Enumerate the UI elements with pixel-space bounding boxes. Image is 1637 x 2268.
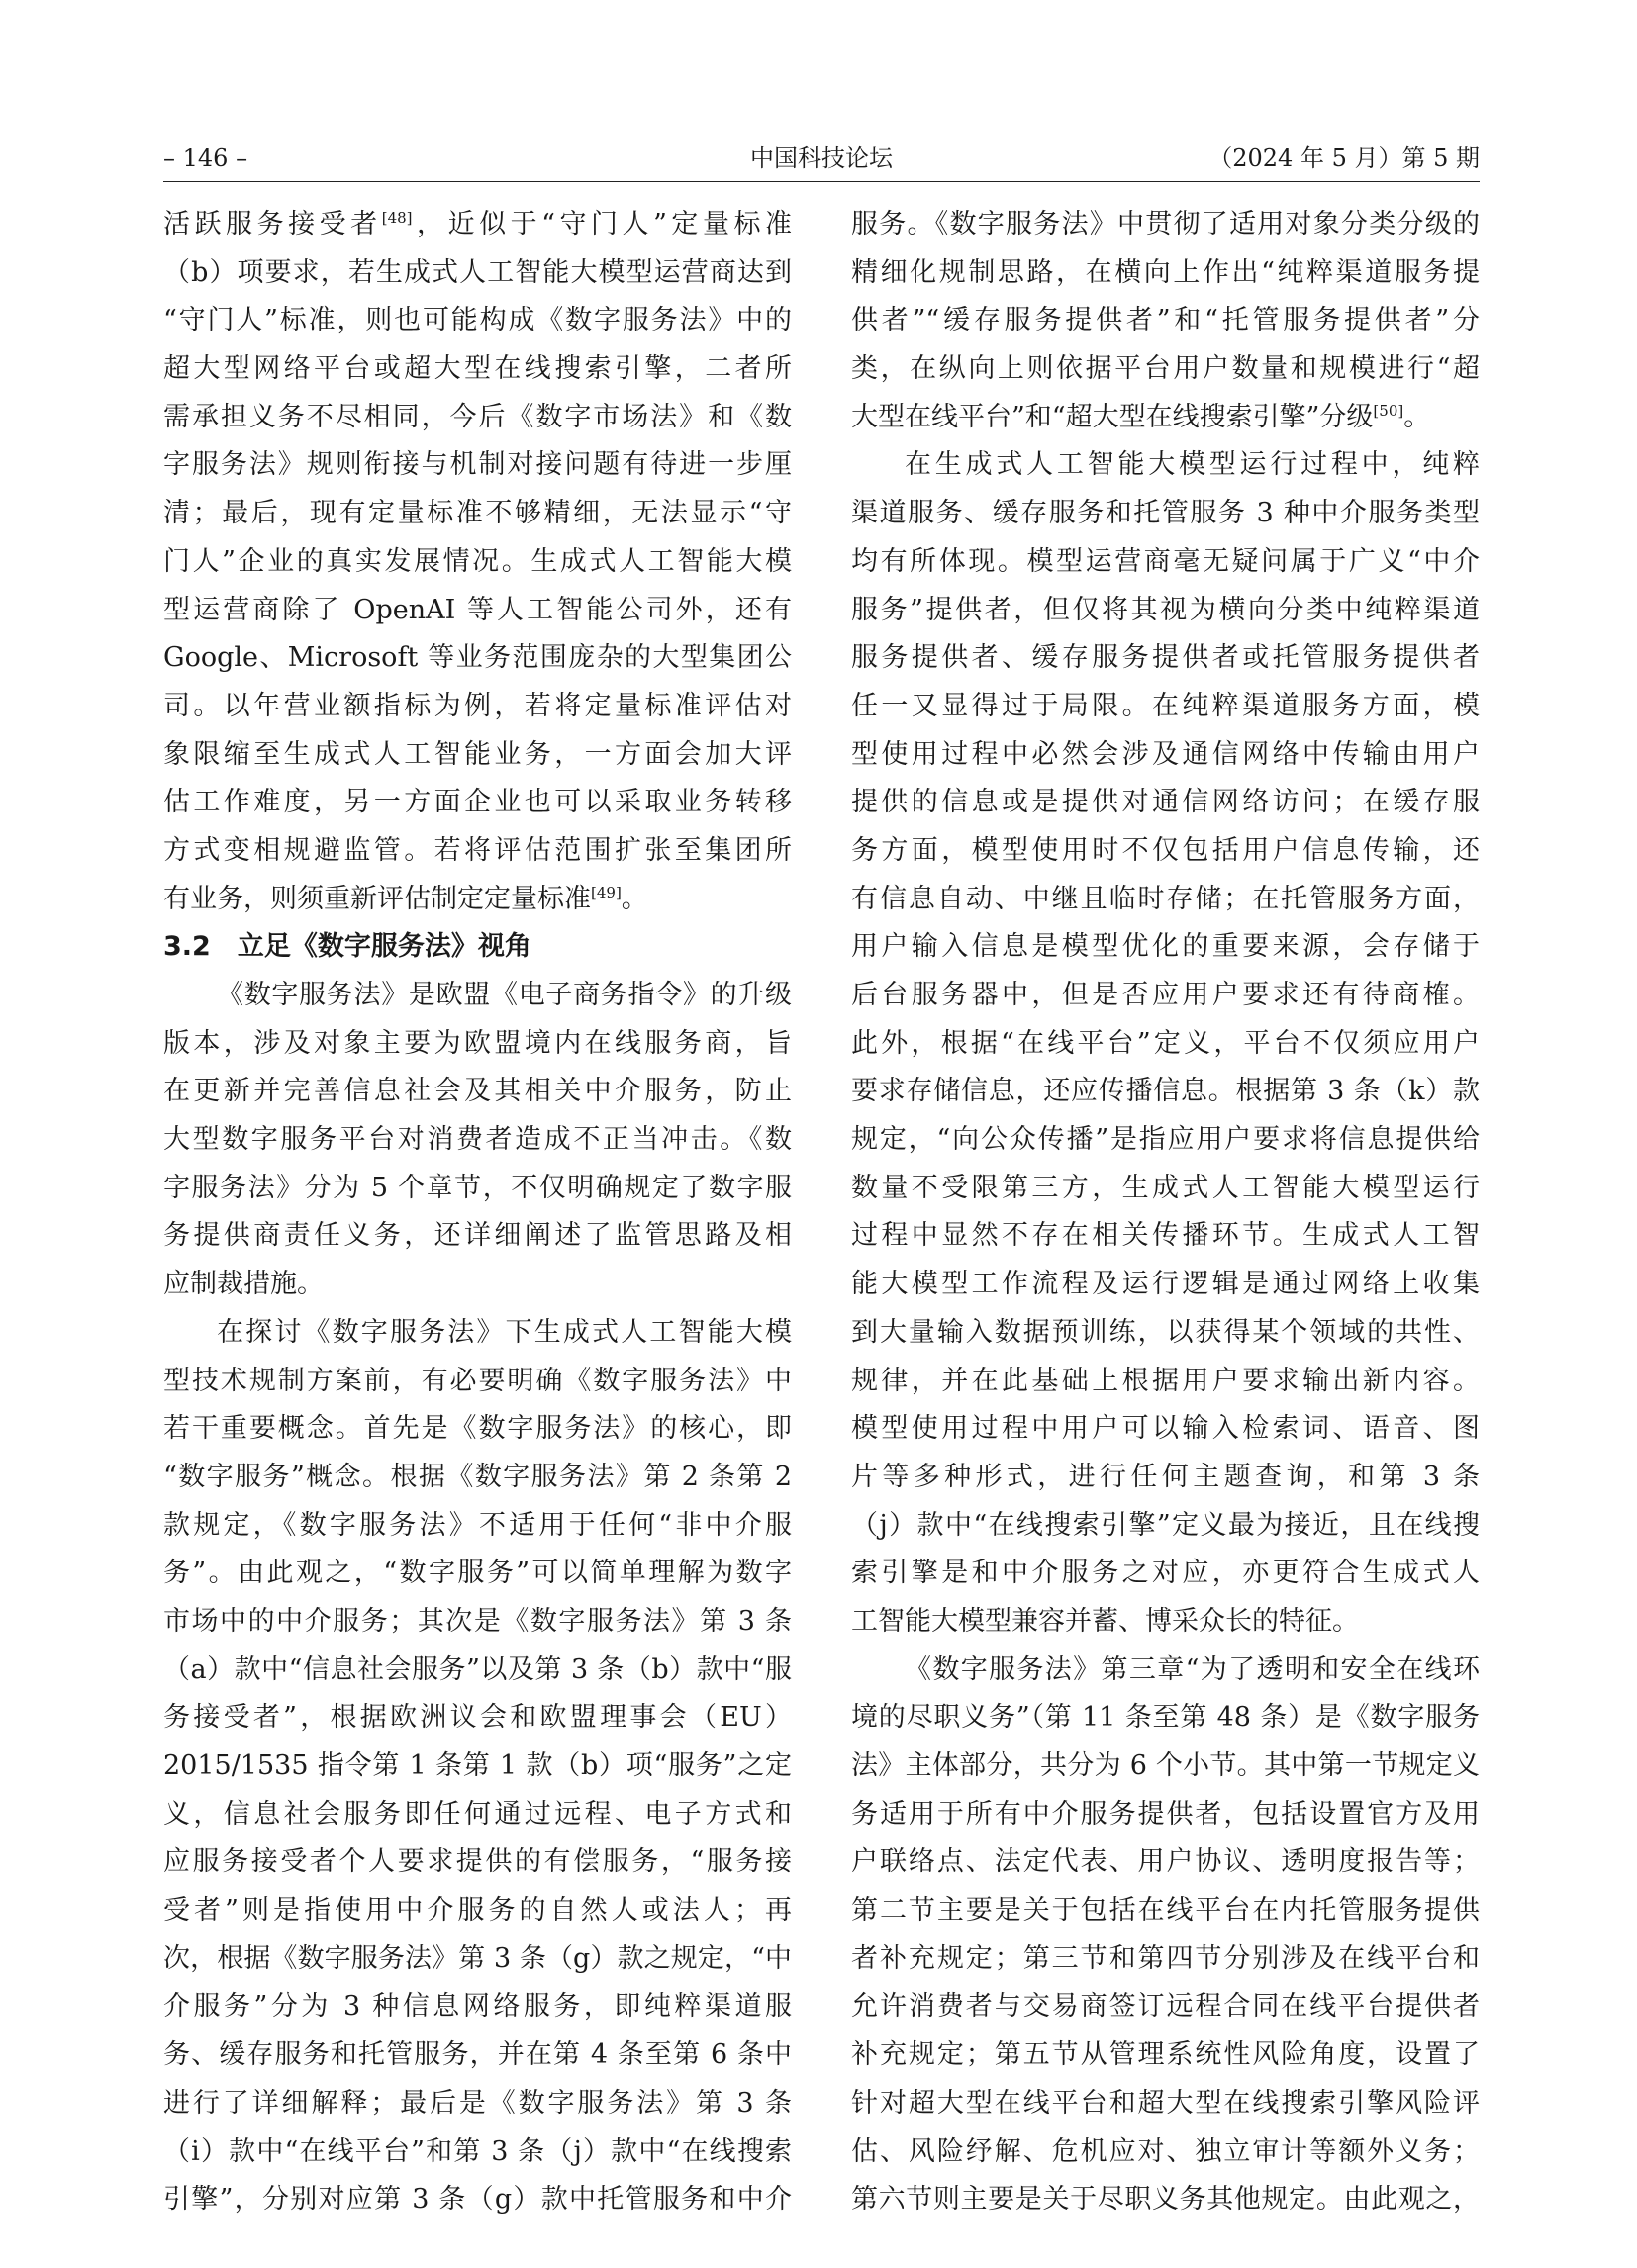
text-line [163, 2080, 792, 2128]
line-text: 过程中显然不存在相关传播环节。生成式人工智 [851, 1220, 1480, 1252]
line-text: 活跃服务接受者 [163, 209, 382, 239]
line-text: 门人”企业的真实发展情况。生成式人工智能大模 [163, 545, 792, 577]
line-text: 大型在线平台”和“超大型在线搜索引擎”分级 [851, 401, 1374, 432]
citation-ref: [49] [591, 883, 622, 901]
line-text: 用户输入信息是模型优化的重要来源，会存储于 [851, 931, 1480, 963]
line-text: 务提供商责任义务，还详细阐述了监管思路及相 [163, 1220, 792, 1252]
page-number: – 146 – [163, 144, 248, 172]
line-text: 供者”“缓存服务提供者”和“托管服务提供者”分 [851, 305, 1480, 336]
line-text: （b）项要求，若生成式人工智能大模型运营商达到 [163, 256, 792, 288]
line-text: 型技术规制方案前，有必要明确《数字服务法》中 [163, 1365, 792, 1396]
line-text: 市场中的中介服务；其次是《数字服务法》第 3 条 [163, 1605, 792, 1637]
line-text: 务、缓存服务和托管服务，并在第 4 条至第 6 条中 [163, 2039, 792, 2071]
line-text: 要求存储信息，还应传播信息。根据第 3 条（k）款 [851, 1076, 1480, 1107]
text-line [163, 1550, 792, 1598]
line-text: 《数字服务法》是欧盟《电子商务指令》的升级 [217, 980, 792, 1010]
text-line [851, 779, 1480, 827]
text-line [851, 1358, 1480, 1406]
text-line [851, 634, 1480, 683]
line-text: 司。以年营业额指标为例，若将定量标准评估对 [163, 690, 792, 721]
text-line [163, 876, 792, 924]
line-text: 提供的信息或是提供对通信网络访问；在缓存服 [851, 787, 1480, 818]
line-text: 后台服务器中，但是否应用户要求还有待商榷。 [851, 980, 1480, 1010]
text-line [163, 1358, 792, 1406]
line-text: “数字服务”概念。根据《数字服务法》第 2 条第 2 [163, 1461, 792, 1492]
line-text: 大型数字服务平台对消费者造成不正当冲击。《数 [163, 1124, 792, 1156]
text-line [851, 1550, 1480, 1598]
text-line [163, 1743, 792, 1791]
text-line [851, 2032, 1480, 2080]
text-line [163, 634, 792, 683]
line-text: 务方面，模型使用时不仅包括用户信息传输，还 [851, 834, 1480, 866]
text-line [163, 1887, 792, 1936]
line-text: 片等多种形式，进行任何主题查询，和第 3 条 [851, 1461, 1480, 1492]
text-line [163, 394, 792, 442]
text-line [163, 1839, 792, 1887]
line-text: 服务提供者、缓存服务提供者或托管服务提供者 [851, 642, 1480, 674]
right-column [851, 201, 1480, 2216]
line-text: 第二节主要是关于包括在线平台在内托管服务提供 [851, 1895, 1480, 1927]
header-rule [163, 181, 1480, 182]
text-line [163, 1068, 792, 1116]
line-text: 精细化规制思路，在横向上作出“纯粹渠道服务提 [851, 256, 1480, 288]
line-text: 服务”提供者，但仅将其视为横向分类中纯粹渠道 [851, 594, 1480, 625]
line-text-tail: ，近似于“守门人”定量标准 [412, 209, 793, 239]
line-text: 方式变相规避监管。若将评估范围扩张至集团所 [163, 834, 792, 866]
text-line [163, 490, 792, 538]
line-text: 模型使用过程中用户可以输入检索词、语音、图 [851, 1413, 1480, 1445]
text-line [851, 1068, 1480, 1116]
text-line [851, 1743, 1480, 1791]
line-text: 务适用于所有中介服务提供者，包括设置官方及用 [851, 1798, 1480, 1830]
text-line [163, 1454, 792, 1502]
line-text: （i）款中“在线平台”和第 3 条（j）款中“在线搜索 [163, 2135, 792, 2167]
line-text: 有业务，则须重新评估制定定量标准 [163, 883, 591, 914]
line-text: 字服务法》分为 5 个章节，不仅明确规定了数字服 [163, 1172, 792, 1203]
line-text: 针对超大型在线平台和超大型在线搜索引擎风险评 [851, 2087, 1480, 2119]
text-line [163, 2176, 792, 2224]
text-line [851, 1212, 1480, 1261]
line-text: 规定，“向公众传播”是指应用户要求将信息提供给 [851, 1124, 1480, 1156]
text-line [851, 1405, 1480, 1454]
text-line [163, 827, 792, 876]
text-line [851, 345, 1480, 394]
text-line [851, 1020, 1480, 1069]
text-line [163, 538, 792, 587]
text-line [851, 972, 1480, 1020]
text-line [163, 1936, 792, 1984]
line-text: 在更新并完善信息社会及其相关中介服务，防止 [163, 1076, 792, 1107]
line-text: 索引擎是和中介服务之对应，亦更符合生成式人 [851, 1558, 1480, 1589]
line-text-tail: 。 [1403, 401, 1431, 432]
text-line [163, 345, 792, 394]
line-text: 引擎”，分别对应第 3 条（g）款中托管服务和中介 [163, 2184, 792, 2216]
text-line [851, 1983, 1480, 2032]
line-text: 在生成式人工智能大模型运行过程中，纯粹 [905, 449, 1480, 481]
page-header [163, 139, 1480, 178]
text-line [163, 683, 792, 731]
line-text: 规律，并在此基础上根据用户要求输出新内容。 [851, 1365, 1480, 1396]
line-text: 境的尽职义务”（第 11 条至第 48 条）是《数字服务 [851, 1702, 1480, 1734]
text-line [851, 1261, 1480, 1309]
text-line [163, 2032, 792, 2080]
text-line [851, 538, 1480, 587]
line-text: （j）款中“在线搜索引擎”定义最为接近，且在线搜 [851, 1509, 1480, 1541]
line-text: 估、风险纾解、危机应对、独立审计等额外义务； [851, 2135, 1480, 2167]
line-text: 此外，根据“在线平台”定义，平台不仅须应用户 [851, 1027, 1480, 1059]
text-line [851, 731, 1480, 780]
text-line [851, 876, 1480, 924]
text-line [851, 1309, 1480, 1358]
line-text: 务”。由此观之，“数字服务”可以简单理解为数字 [163, 1558, 792, 1589]
text-line [851, 1165, 1480, 1213]
line-text: 进行了详细解释；最后是《数字服务法》第 3 条 [163, 2087, 792, 2119]
text-line [163, 249, 792, 298]
text-line [851, 683, 1480, 731]
line-text: 型使用过程中必然会涉及通信网络中传输由用户 [851, 738, 1480, 770]
line-text: 受者”则是指使用中介服务的自然人或法人；再 [163, 1895, 792, 1927]
text-line [163, 972, 792, 1020]
line-text: “守门人”标准，则也可能构成《数字服务法》中的 [163, 305, 792, 336]
text-line [851, 297, 1480, 345]
line-text: 务接受者”，根据欧洲议会和欧盟理事会（EU） [163, 1702, 792, 1734]
text-line [851, 827, 1480, 876]
text-line [163, 779, 792, 827]
line-text: 应服务接受者个人要求提供的有偿服务，“服务接 [163, 1846, 792, 1878]
text-line [851, 1887, 1480, 1936]
line-text: 类，在纵向上则依据平台用户数量和规模进行“超 [851, 353, 1480, 385]
line-text: 清；最后，现有定量标准不够精细，无法显示“守 [163, 498, 792, 529]
line-text: 估工作难度，另一方面企业也可以采取业务转移 [163, 787, 792, 818]
line-text: 者补充规定；第三节和第四节分别涉及在线平台和 [851, 1942, 1480, 1974]
journal-name: 中国科技论坛 [750, 144, 893, 172]
text-line [851, 201, 1480, 249]
line-text: 法》主体部分，共分为 6 个小节。其中第一节规定义 [851, 1750, 1480, 1781]
line-text: Google、Microsoft 等业务范围庞杂的大型集团公 [163, 642, 792, 674]
text-line [851, 1116, 1480, 1165]
line-text: 义，信息社会服务即任何通过远程、电子方式和 [163, 1798, 792, 1830]
text-line [851, 2128, 1480, 2177]
text-line [163, 1983, 792, 2032]
line-text: 均有所体现。模型运营商毫无疑问属于广义“中介 [851, 545, 1480, 577]
line-text: 户联络点、法定代表、用户协议、透明度报告等； [851, 1846, 1480, 1878]
text-line [163, 1309, 792, 1358]
line-text: 服务。《数字服务法》中贯彻了适用对象分类分级的 [851, 209, 1480, 239]
line-text: 第六节则主要是关于尽职义务其他规定。由此观之， [851, 2184, 1480, 2216]
line-text: 象限缩至生成式人工智能业务，一方面会加大评 [163, 738, 792, 770]
text-line [851, 1694, 1480, 1743]
text-line [163, 1598, 792, 1647]
text-line [851, 249, 1480, 298]
text-line [163, 1791, 792, 1840]
line-text: 补充规定；第五节从管理系统性风险角度，设置了 [851, 2039, 1480, 2071]
text-line [163, 1405, 792, 1454]
text-line [163, 1647, 792, 1695]
line-text: 渠道服务、缓存服务和托管服务 3 种中介服务类型 [851, 498, 1480, 529]
line-text: 在探讨《数字服务法》下生成式人工智能大模 [217, 1316, 792, 1348]
text-line [163, 587, 792, 635]
text-line [851, 1598, 1480, 1647]
text-line [851, 1502, 1480, 1551]
text-line [851, 1791, 1480, 1840]
line-text: 介服务”分为 3 种信息网络服务，即纯粹渠道服 [163, 1991, 792, 2023]
line-text: 字服务法》规则衔接与机制对接问题有待进一步厘 [163, 449, 792, 481]
text-line [851, 1647, 1480, 1695]
text-line [163, 297, 792, 345]
text-line [163, 1165, 792, 1213]
text-line [851, 2176, 1480, 2224]
line-text: （a）款中“信息社会服务”以及第 3 条（b）款中“服 [163, 1654, 792, 1685]
line-text: 数量不受限第三方，生成式人工智能大模型运行 [851, 1172, 1480, 1203]
line-text: 工智能大模型兼容并蓄、博采众长的特征。 [851, 1605, 1359, 1637]
line-text: 应制裁措施。 [163, 1269, 324, 1300]
line-text: 任一又显得过于局限。在纯粹渠道服务方面，模 [851, 690, 1480, 721]
text-line [851, 923, 1480, 972]
citation-ref: [50] [1373, 401, 1404, 420]
text-line [163, 1116, 792, 1165]
line-text: 3.2 立足《数字服务法》视角 [163, 931, 531, 963]
line-text: 款规定，《数字服务法》不适用于任何“非中介服 [163, 1509, 792, 1541]
line-text: 次，根据《数字服务法》第 3 条（g）款之规定，“中 [163, 1942, 792, 1974]
text-line [851, 1454, 1480, 1502]
issue-info: （2024 年 5 月）第 5 期 [1208, 144, 1480, 172]
line-text-tail: 。 [621, 883, 648, 914]
text-line [851, 1936, 1480, 1984]
text-line [851, 441, 1480, 490]
line-text: 《数字服务法》第三章“为了透明和安全在线环 [905, 1654, 1480, 1685]
line-text: 若干重要概念。首先是《数字服务法》的核心，即 [163, 1413, 792, 1445]
text-line [163, 1261, 792, 1309]
text-line [163, 441, 792, 490]
line-text: 允许消费者与交易商签订远程合同在线平台提供者 [851, 1991, 1480, 2023]
text-line [163, 1694, 792, 1743]
line-text: 型运营商除了 OpenAI 等人工智能公司外，还有 [163, 594, 792, 625]
text-line [851, 587, 1480, 635]
line-text: 到大量输入数据预训练，以获得某个领域的共性、 [851, 1316, 1480, 1348]
section-heading [163, 923, 792, 972]
text-line [163, 2128, 792, 2177]
line-text: 版本，涉及对象主要为欧盟境内在线服务商，旨 [163, 1027, 792, 1059]
text-line [851, 490, 1480, 538]
text-line [163, 1020, 792, 1069]
line-text: 2015/1535 指令第 1 条第 1 款（b）项“服务”之定 [163, 1750, 792, 1781]
citation-ref: [48] [381, 209, 413, 227]
left-column [163, 201, 793, 2216]
line-text: 超大型网络平台或超大型在线搜索引擎，二者所 [163, 353, 792, 385]
line-text: 能大模型工作流程及运行逻辑是通过网络上收集 [851, 1269, 1480, 1300]
line-text: 有信息自动、中继且临时存储；在托管服务方面， [851, 883, 1480, 914]
text-line [851, 394, 1480, 442]
text-line [163, 731, 792, 780]
text-line [163, 201, 792, 249]
text-line [163, 1502, 792, 1551]
text-line [163, 1212, 792, 1261]
text-line [851, 2080, 1480, 2128]
text-line [851, 1839, 1480, 1887]
line-text: 需承担义务不尽相同，今后《数字市场法》和《数 [163, 401, 792, 432]
